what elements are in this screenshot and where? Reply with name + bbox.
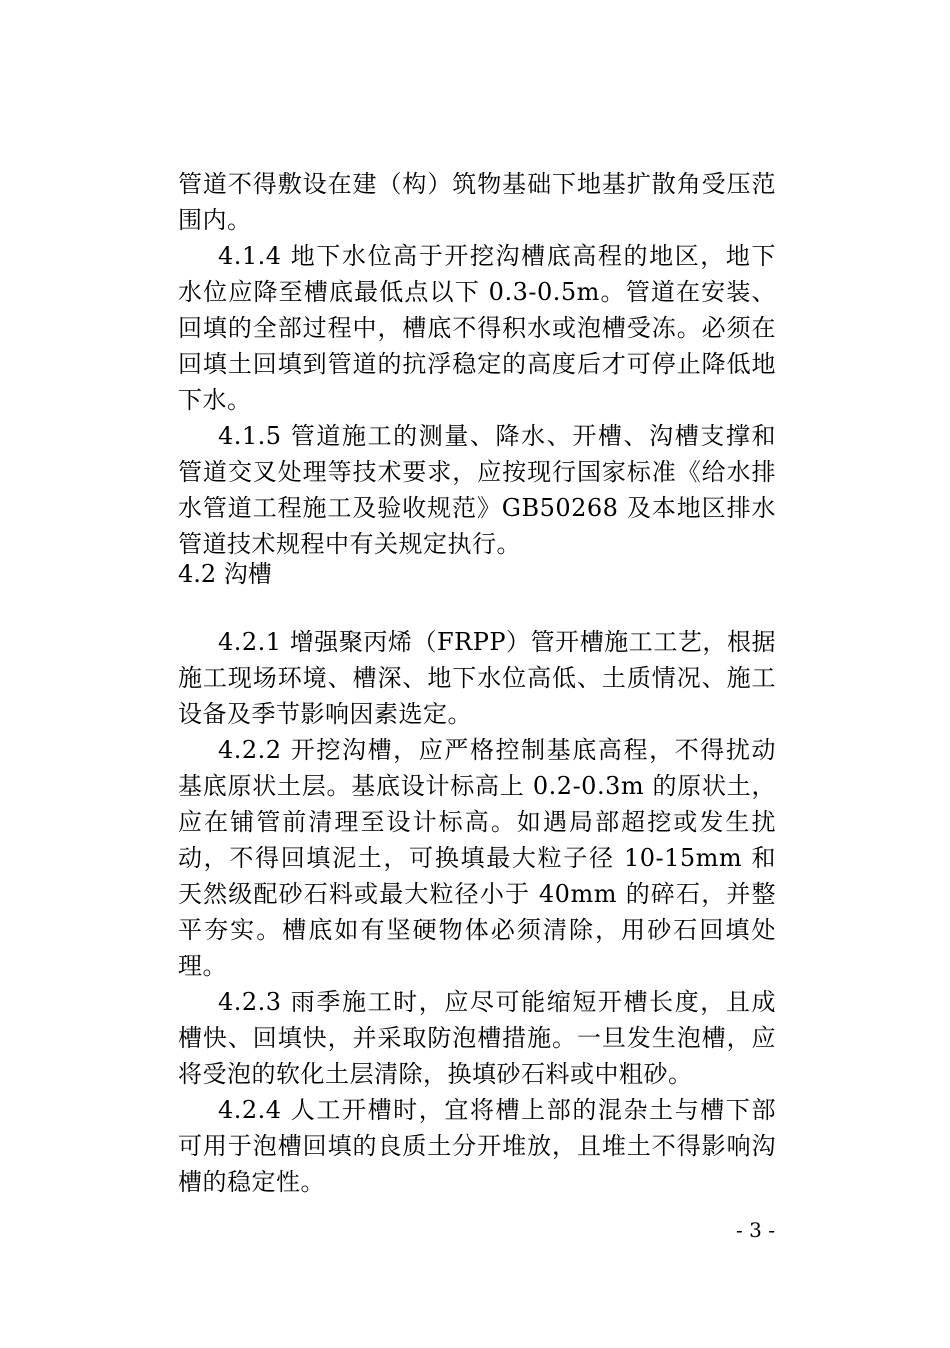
paragraph-4-2-4: 4.2.4 人工开槽时，宜将槽上部的混杂土与槽下部可用于泡槽回填的良质土分开堆放，且堆土不得影响沟槽的稳定性。 (178, 1096, 776, 1196)
paragraph-4-1-4: 4.1.4 地下水位高于开挖沟槽底高程的地区，地下水位应降至槽底最低点以下 0.3-0.5m。管道在安装、回填的全部过程中，槽底不得积水或泡槽受冻。必须在回填土回填到管道的抗浮稳定的高度后才可停止降低地下水。 (178, 242, 776, 414)
paragraph-4-1-5: 4.1.5 管道施工的测量、降水、开槽、沟槽支撑和管道交叉处理等技术要求，应按现行国家标准《给水排水管道工程施工及验收规范》GB50268 及本地区排水管道技术规程中有关规定执行。 (178, 422, 776, 558)
paragraph-4-2-3: 4.2.3 雨季施工时，应尽可能缩短开槽长度，且成槽快、回填快，并采取防泡槽措施。一旦发生泡槽，应将受泡的软化土层清除，换填砂石料或中粗砂。 (178, 988, 776, 1088)
section-4-2-body (178, 624, 776, 1200)
paragraph-continuation: 管道不得敷设在建（构）筑物基础下地基扩散角受压范围内。 (178, 170, 776, 234)
section-4-1-body (178, 166, 776, 562)
paragraph-4-2-2: 4.2.2 开挖沟槽，应严格控制基底高程，不得扰动基底原状土层。基底设计标高上 0.2-0.3m 的原状土，应在铺管前清理至设计标高。如遇局部超挖或发生扰动，不得回填泥土，可换填最大粒子径 10-15mm 和天然级配砂石料或最大粒径小于 40mm 的碎石，并整平夯实。槽底如有坚硬物体必须清除，用砂石回填处理。 (178, 736, 776, 980)
page-number: - 3 - (736, 1218, 775, 1242)
paragraph-4-2-1: 4.2.1 增强聚丙烯（FRPP）管开槽施工工艺，根据施工现场环境、槽深、地下水位高低、土质情况、施工设备及季节影响因素选定。 (178, 628, 776, 728)
section-heading-4-2: 4.2 沟槽 (178, 560, 272, 588)
